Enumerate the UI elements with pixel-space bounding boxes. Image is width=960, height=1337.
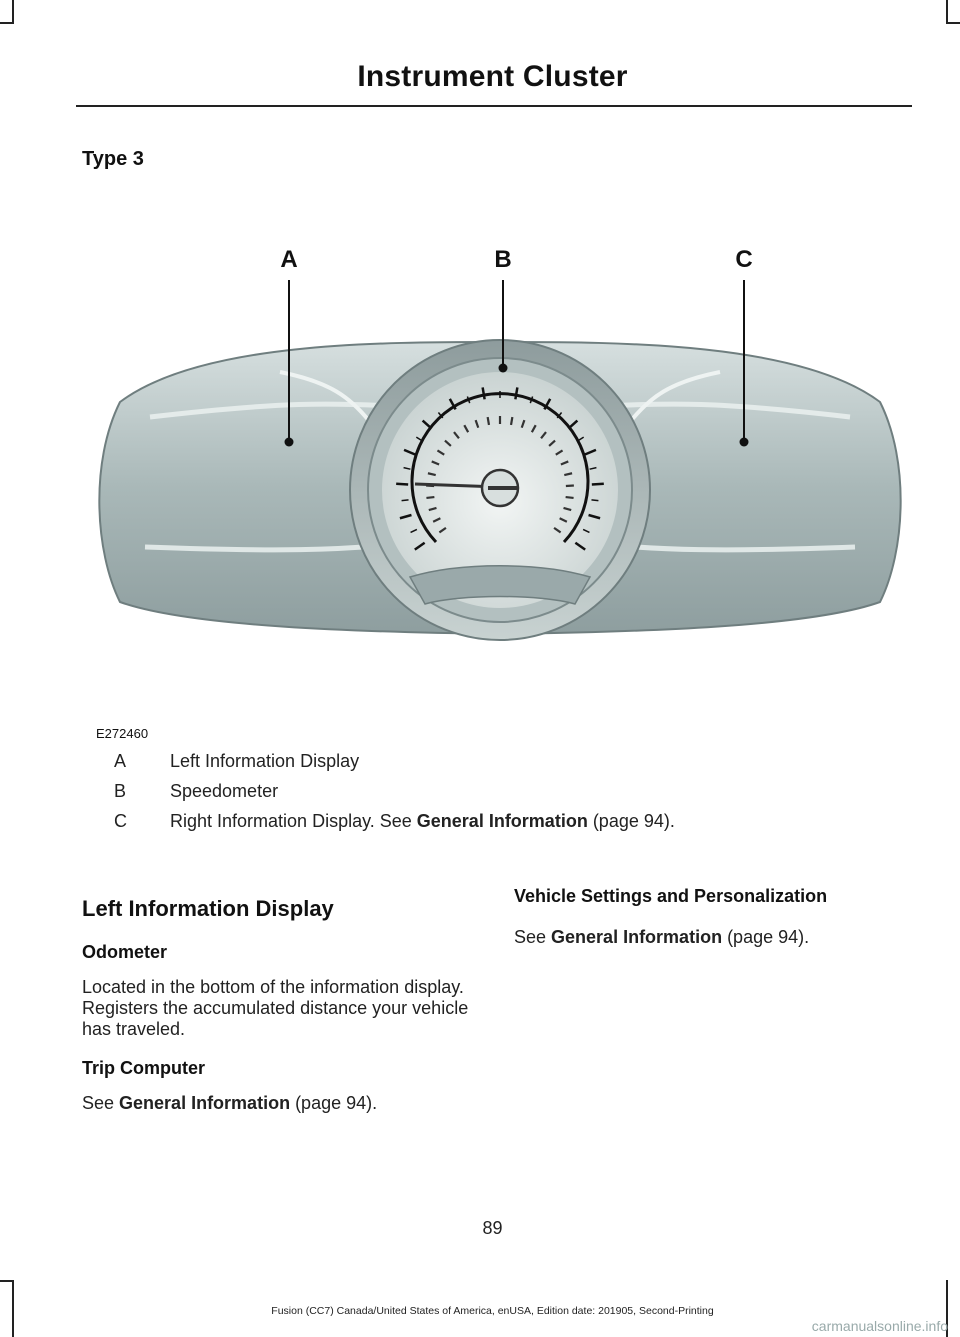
- outer-tick: [396, 484, 408, 485]
- callout-label-b: B: [494, 246, 512, 273]
- vehicle-settings-heading: Vehicle Settings and Personalization: [514, 886, 828, 906]
- inner-tick: [566, 497, 574, 498]
- instrument-cluster-figure: [80, 232, 920, 742]
- legend-row: [114, 746, 914, 776]
- legend-page-ref: (page 94).: [587, 810, 675, 831]
- general-information-link[interactable]: General Information: [119, 1093, 291, 1113]
- crop-mark: [12, 0, 14, 24]
- legend-text: Left Information Display: [170, 750, 360, 771]
- legend-text: Right Information Display.: [170, 810, 375, 831]
- page-ref: (page 94).: [722, 927, 810, 947]
- legend-key: A: [114, 750, 127, 771]
- crop-mark: [0, 22, 14, 24]
- figure-code: E272460: [96, 726, 149, 741]
- page-number: 89: [482, 1218, 503, 1238]
- crop-mark: [946, 22, 960, 24]
- trip-computer-heading: Trip Computer: [82, 1058, 206, 1078]
- left-column: [82, 896, 482, 1132]
- legend: [114, 746, 914, 836]
- crop-mark: [0, 1280, 14, 1282]
- inner-tick: [488, 417, 489, 425]
- inner-tick: [426, 497, 434, 498]
- right-column: [514, 886, 914, 966]
- page-ref: (page 94).: [290, 1093, 378, 1113]
- callout-label-a: A: [280, 246, 298, 273]
- general-information-link[interactable]: General Information: [416, 810, 588, 831]
- instrument-cluster-illustration: [80, 232, 920, 742]
- legend-row: [114, 806, 914, 836]
- outer-tick: [402, 500, 409, 501]
- legend-text: Speedometer: [170, 780, 279, 801]
- crop-mark: [946, 0, 948, 24]
- legend-see: See: [374, 810, 417, 831]
- legend-key: C: [114, 810, 127, 831]
- footer-text: Fusion (CC7) Canada/United States of America, enUSA, Edition date: 201905, Second-Printing: [271, 1305, 714, 1317]
- odometer-body: Located in the bottom of the information display. Registers the accumulated distance your vehicle has traveled.: [82, 977, 469, 1039]
- odometer-heading: Odometer: [82, 942, 168, 962]
- section-type-label: Type 3: [82, 148, 144, 170]
- callout-label-c: C: [735, 246, 753, 273]
- watermark: carmanualsonline.info: [811, 1318, 948, 1334]
- general-information-link[interactable]: General Information: [551, 927, 723, 947]
- see-text: See: [82, 1093, 120, 1113]
- outer-tick: [592, 484, 604, 485]
- header-rule: [76, 105, 912, 107]
- page-title: Instrument Cluster: [357, 60, 628, 93]
- vehicle-settings-body: [514, 927, 914, 948]
- outer-tick: [591, 500, 598, 501]
- see-text: See: [514, 927, 552, 947]
- legend-key: B: [114, 780, 127, 801]
- section-heading: Left Information Display: [82, 896, 334, 921]
- legend-row: [114, 776, 914, 806]
- trip-computer-body: [82, 1093, 482, 1114]
- inner-tick: [511, 417, 512, 425]
